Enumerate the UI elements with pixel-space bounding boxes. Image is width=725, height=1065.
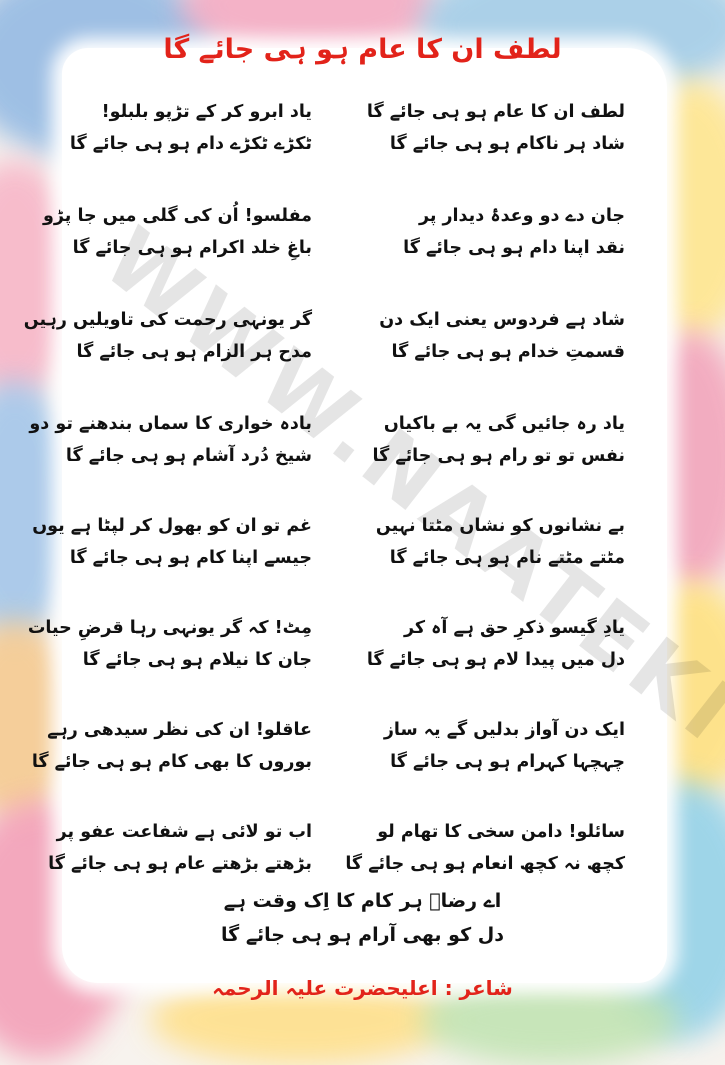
verse-line: یادِ گیسو ذکرِ حق ہے آہ کر [403, 618, 625, 638]
verse-line: یاد ابرو کر کے تڑپو بلبلو! [101, 102, 312, 122]
final-line-1: اے رضاؔ ہر کام کا اِک وقت ہے [223, 890, 502, 912]
couplet-3-left [23, 304, 312, 368]
verse-line: لطف ان کا عام ہو ہی جائے گا [366, 102, 625, 122]
verse-line: مفلسو! اُن کی گلی میں جا پڑو [43, 206, 312, 226]
verse-line: غم تو ان کو بھول کر لپٹا ہے یوں [32, 516, 312, 536]
verse-line: دل میں پیدا لام ہو ہی جائے گا [366, 650, 625, 670]
verse-line: بادہ خواری کا سماں بندھنے تو دو [29, 414, 312, 434]
couplet-2-left [43, 200, 312, 264]
couplet-6-left [27, 612, 312, 676]
verse-line: ایک دن آواز بدلیں گے یہ ساز [383, 720, 625, 740]
verse-line: بوروں کا بھی کام ہو ہی جائے گا [31, 752, 312, 772]
final-couplet [0, 884, 725, 952]
verse-line: ٹکڑے ٹکڑے دام ہو ہی جائے گا [69, 134, 312, 154]
final-line-2: دل کو بھی آرام ہو ہی جائے گا [221, 924, 504, 946]
verse-line: نفس تو تو رام ہو ہی جائے گا [372, 446, 625, 466]
couplet-7-right [370, 714, 625, 778]
verse-line: جیسے اپنا کام ہو ہی جائے گا [69, 548, 312, 568]
couplet-3-right [370, 304, 625, 368]
verse-line: بڑھتے بڑھتے عام ہو ہی جائے گا [48, 854, 312, 874]
verse-line: جان کا نیلام ہو ہی جائے گا [82, 650, 312, 670]
verse-line: بے نشانوں کو نشاں مٹتا نہیں [375, 516, 625, 536]
verse-line: سائلو! دامن سخی کا تھام لو [377, 822, 625, 842]
verse-line: مٹتے مٹتے نام ہو ہی جائے گا [389, 548, 625, 568]
poem-title: لطف ان کا عام ہو ہی جائے گا [163, 34, 562, 65]
verse-line: شیخ دُرد آشام ہو ہی جائے گا [65, 446, 312, 466]
couplet-7-left [31, 714, 312, 778]
couplet-2-right [370, 200, 625, 264]
poet-credit: شاعر : اعلیحضرت علیہ الرحمہ [212, 976, 513, 1000]
verse-line: کچھ نہ کچھ انعام ہو ہی جائے گا [345, 854, 625, 874]
couplet-5-left [32, 510, 312, 574]
verse-line: مِٹ! کہ گر یونہی رہا قرضِ حیات [27, 618, 312, 638]
verse-line: یاد رہ جائیں گی یہ بے باکیاں [383, 414, 625, 434]
verse-line: گر یونہی رحمت کی تاویلیں رہیں [23, 310, 312, 330]
couplet-8-right [345, 816, 625, 880]
verse-line: قسمتِ خدام ہو ہی جائے گا [391, 342, 625, 362]
verse-line: چہچہا کہرام ہو ہی جائے گا [390, 752, 625, 772]
verse-line: باغِ خلد اکرام ہو ہی جائے گا [72, 238, 312, 258]
verse-line: مدح ہر الزام ہو ہی جائے گا [76, 342, 312, 362]
couplet-1-right [366, 96, 625, 160]
couplet-6-right [366, 612, 625, 676]
couplet-4-right [370, 408, 625, 472]
couplet-5-right [370, 510, 625, 574]
couplet-4-left [29, 408, 312, 472]
verse-line: اب تو لائی ہے شفاعت عفو پر [56, 822, 312, 842]
couplet-1-left [57, 96, 312, 160]
verse-line: شاد ہر ناکام ہو ہی جائے گا [389, 134, 625, 154]
verse-line: عاقلو! ان کی نظر سیدھی رہے [47, 720, 312, 740]
verse-line: نقد اپنا دام ہو ہی جائے گا [403, 238, 625, 258]
couplet-8-left [48, 816, 312, 880]
verse-line: شاد ہے فردوس یعنی ایک دن [379, 310, 625, 330]
verse-line: جان دے دو وعدۂ دیدار پر [418, 206, 625, 226]
